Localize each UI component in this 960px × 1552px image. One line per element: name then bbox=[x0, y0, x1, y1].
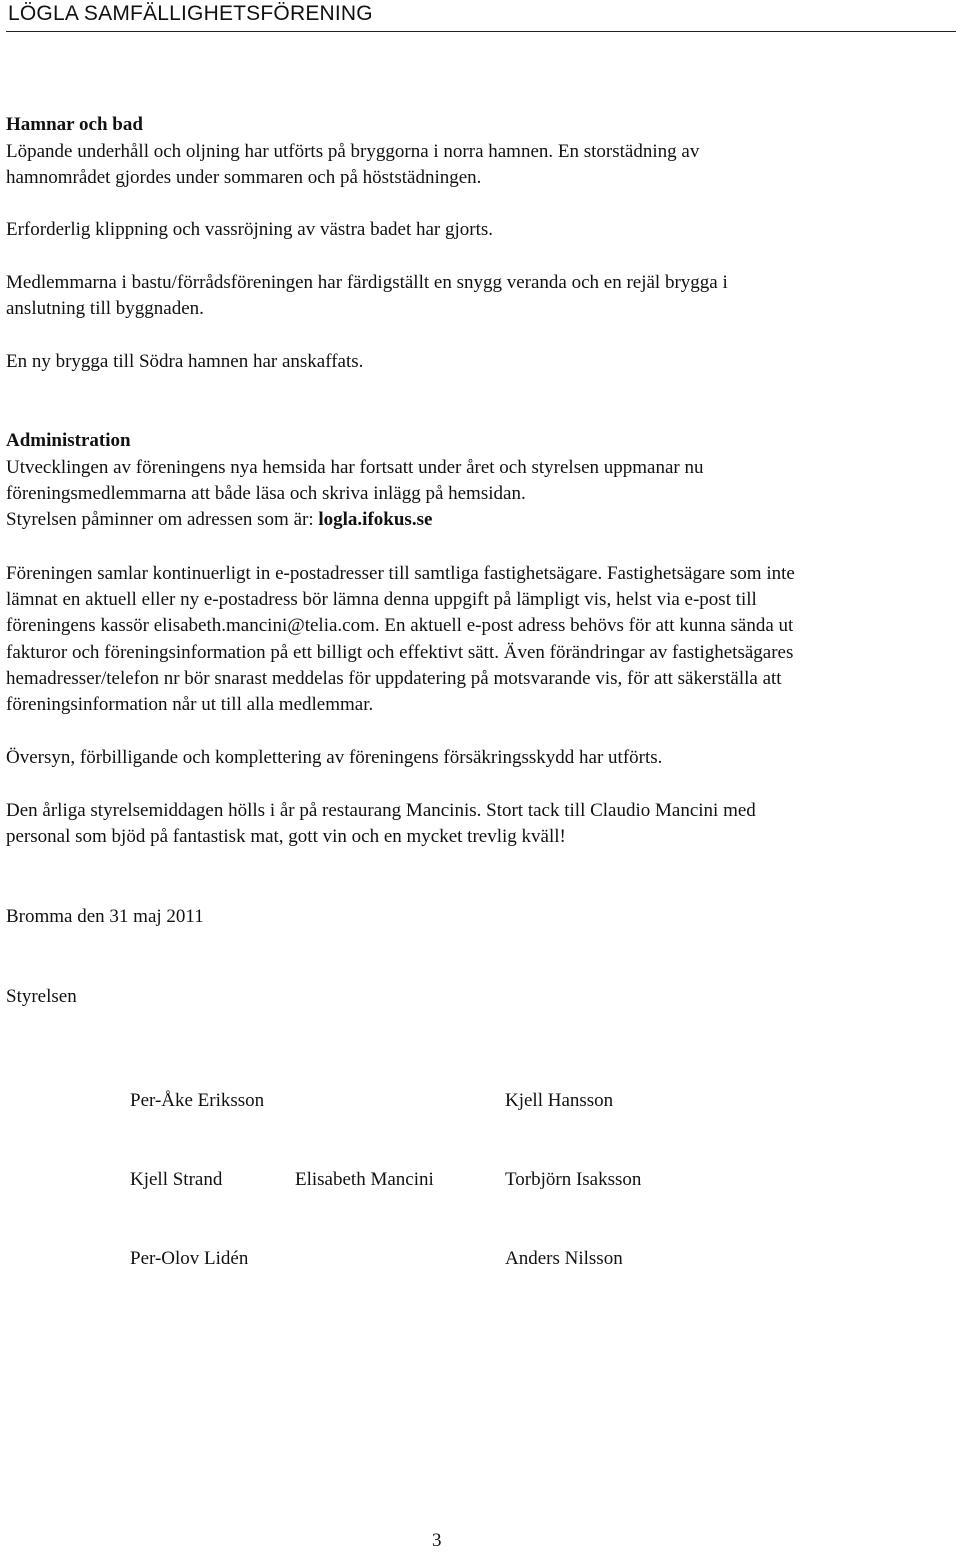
text-line: fakturor och föreningsinformation på ett billigt och effektivt sätt. Även förändringar av fastighetsägares bbox=[6, 641, 794, 663]
administration-paragraph-1 bbox=[6, 455, 958, 534]
administration-paragraph-2 bbox=[6, 561, 958, 718]
signature-name: Per-Olov Lidén bbox=[130, 1248, 249, 1269]
text-span: Styrelsen påminner om adressen som är: bbox=[6, 509, 319, 531]
signature-name: Kjell Strand bbox=[130, 1169, 223, 1190]
text-line: Utvecklingen av föreningens nya hemsida har fortsatt under året och styrelsen uppmanar nu bbox=[6, 457, 704, 478]
text-line: anslutning till byggnaden. bbox=[6, 298, 204, 320]
text-line bbox=[6, 507, 958, 533]
text-line: Löpande underhåll och oljning har utförts på bryggorna i norra hamnen. En storstädning av bbox=[6, 141, 700, 162]
signature-name: Torbjörn Isaksson bbox=[505, 1169, 642, 1190]
text-line: Medlemmarna i bastu/förrådsföreningen har färdigställt en snygg veranda och en rejäl brygga i bbox=[6, 272, 728, 293]
administration-paragraph-4 bbox=[6, 798, 958, 850]
signature-name: Per-Åke Eriksson bbox=[130, 1090, 265, 1111]
signature-name: Kjell Hansson bbox=[505, 1090, 614, 1111]
section-heading-hamnar: Hamnar och bad bbox=[6, 114, 143, 135]
hamnar-paragraph-1 bbox=[6, 139, 958, 191]
text-line: lämnat en aktuell eller ny e-postadress bör lämna denna uppgift på lämpligt vis, helst via e-post till bbox=[6, 589, 757, 611]
place-and-date: Bromma den 31 maj 2011 bbox=[6, 906, 204, 927]
hamnar-paragraph-4: En ny brygga till Södra hamnen har anskaffats. bbox=[6, 351, 364, 372]
text-line: hamnområdet gjordes under sommaren och på höststädningen. bbox=[6, 167, 482, 189]
signature-name: Elisabeth Mancini bbox=[295, 1169, 434, 1190]
signature-name: Anders Nilsson bbox=[505, 1248, 623, 1269]
page-number: 3 bbox=[432, 1530, 442, 1551]
website-address: logla.ifokus.se bbox=[318, 509, 433, 531]
hamnar-paragraph-3 bbox=[6, 270, 958, 322]
text-line: föreningens kassör elisabeth.mancini@telia.com. En aktuell e-post adress behövs för att kunna sända ut bbox=[6, 615, 794, 637]
hamnar-paragraph-2: Erforderlig klippning och vassröjning av västra badet har gjorts. bbox=[6, 219, 494, 240]
text-line: hemadresser/telefon nr bör snarast meddelas för uppdatering på motsvarande vis, för att säkerställa att bbox=[6, 667, 782, 689]
text-line: föreningsmedlemmarna att både läsa och skriva inlägg på hemsidan. bbox=[6, 483, 526, 505]
text-line: Den årliga styrelsemiddagen hölls i år på restaurang Mancinis. Stort tack till Claudio Mancini med bbox=[6, 800, 756, 821]
text-line: föreningsinformation når ut till alla medlemmar. bbox=[6, 694, 374, 716]
signed-by: Styrelsen bbox=[6, 986, 77, 1007]
text-line: Föreningen samlar kontinuerligt in e-postadresser till samtliga fastighetsägare. Fastighetsägare som inte bbox=[6, 563, 795, 584]
page-header bbox=[6, 0, 956, 32]
header-title: LÖGLA SAMFÄLLIGHETSFÖRENING bbox=[8, 2, 373, 25]
administration-paragraph-3: Översyn, förbilligande och komplettering av föreningens försäkringsskydd har utförts. bbox=[6, 747, 663, 768]
text-line: personal som bjöd på fantastisk mat, gott vin och en mycket trevlig kväll! bbox=[6, 826, 566, 848]
section-heading-administration: Administration bbox=[6, 430, 131, 451]
